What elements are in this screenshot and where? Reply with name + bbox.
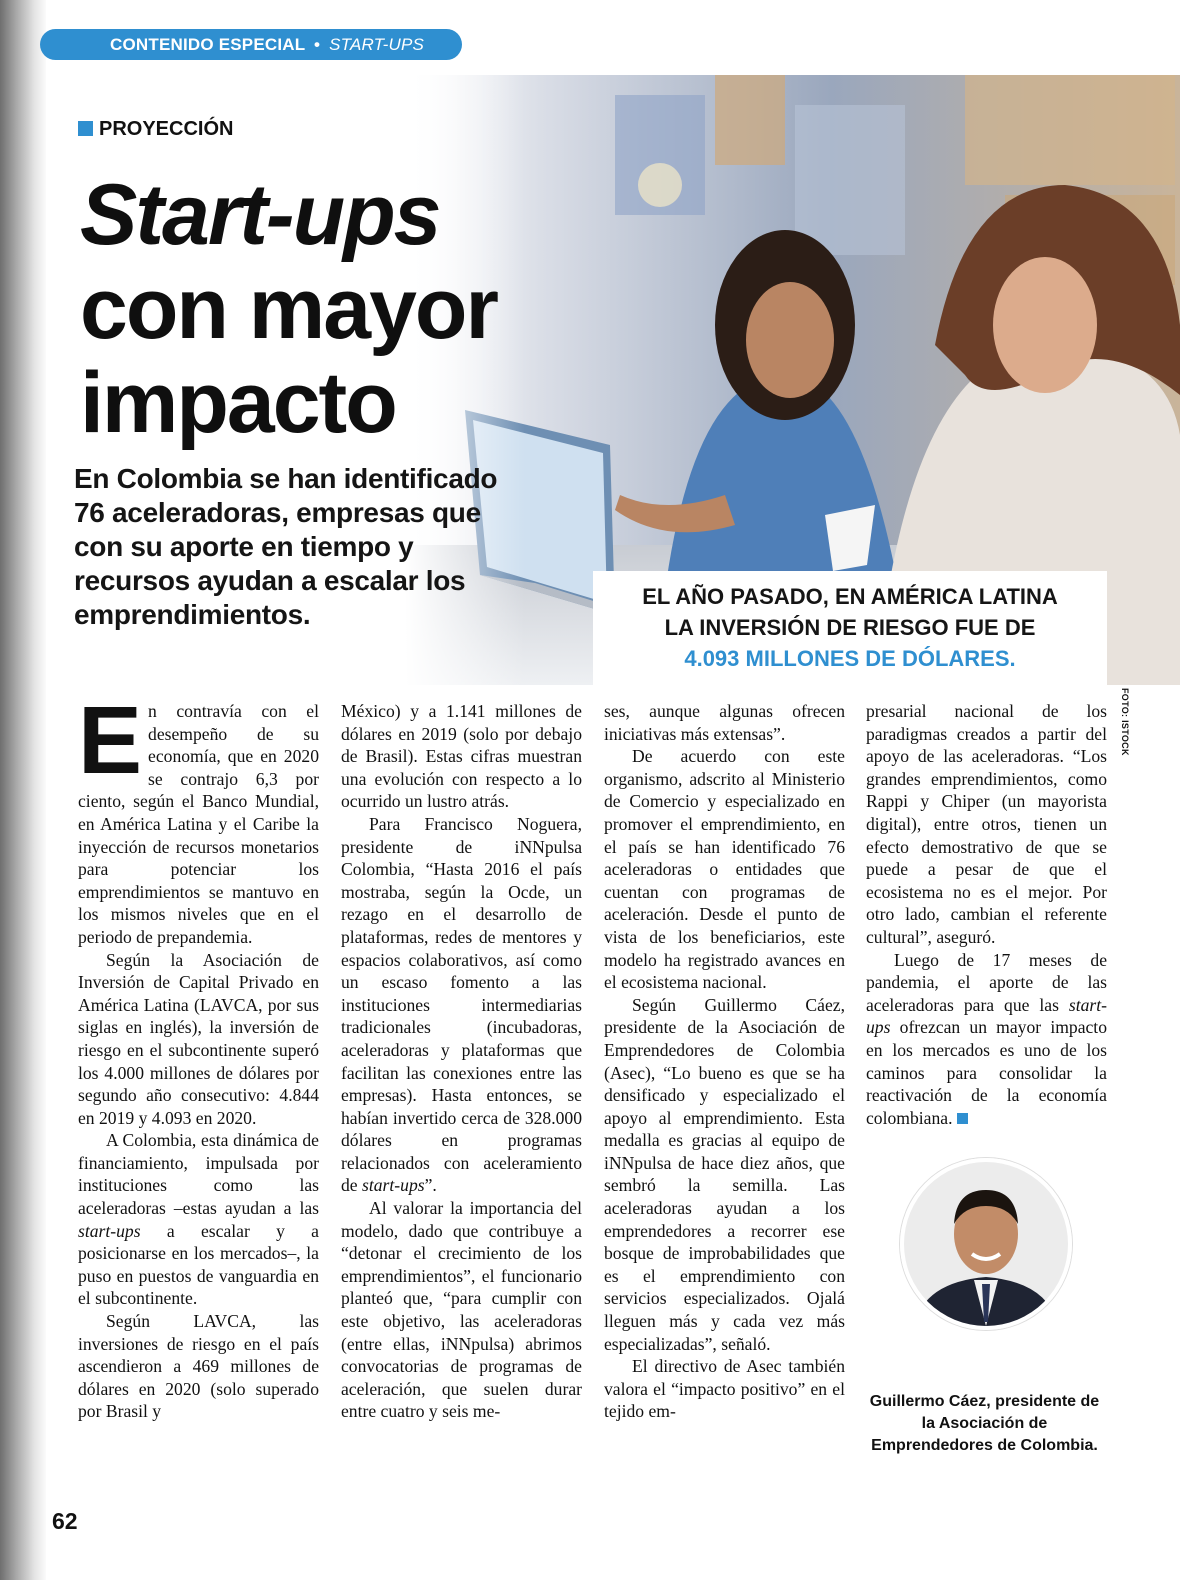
article-paragraph: Según LAVCA, las inversiones de riesgo en el país ascendieron a 469 millones de dólares en 2020 (solo superado por Brasil y — [78, 1311, 319, 1422]
callout-box — [593, 571, 1107, 685]
article-paragraph: Según Guillermo Cáez, presidente de la Asociación de Emprendedores de Colombia (Asec), “Lo bueno es que se ha densificado y especializado el apoyo al emprendimiento. Esta medalla es gracias al equipo de iNNpulsa de hace diez años, que sembró la semilla. Las aceleradoras ayudan a los emprendedores a recorrer ese bosque de improbabilidades que es el emprendimiento con servicios especializados. Ojalá lleguen más y cada vez más especializadas”, señaló. — [604, 994, 845, 1354]
article-paragraph: De acuerdo con este organismo, adscrito al Ministerio de Comercio y especializado en promover el emprendimiento, en el país se han identificado 76 aceleradoras o entidades que cuentan con programas de aceleración. Desde el punto de vista de los beneficiarios, este modelo ha registrado avances en el ecosistema nacional. — [604, 746, 845, 993]
page-gutter-shadow — [0, 0, 46, 1580]
page-number: 62 — [52, 1508, 78, 1534]
drop-cap: E — [78, 687, 143, 794]
headline-line-2: con mayor — [80, 261, 497, 357]
article-column-1 — [78, 687, 319, 1423]
section-band — [40, 29, 462, 60]
article-paragraph: A Colombia, esta dinámica de financiamiento, impulsada por instituciones como las aceleradoras –estas ayudan a las start-ups a escalar y a posicionarse en los mercados–, la puso en puestos de vanguardia en el subcontinente. — [78, 1130, 319, 1309]
portrait-caption: Guillermo Cáez, presidente de la Asociación de Emprendedores de Colombia. — [869, 1393, 1100, 1454]
headline-line-1: Start-ups — [80, 167, 440, 263]
callout-highlight: 4.093 MILLONES DE DÓLARES. — [684, 646, 1016, 671]
end-mark-icon — [957, 1113, 968, 1124]
article-paragraph: ses, aunque algunas ofrecen iniciativas más extensas”. — [604, 701, 845, 744]
article-paragraph: Según la Asociación de Inversión de Capital Privado en América Latina (LAVCA, por sus siglas en inglés), la inversión de riesgo en el subcontinente superó los 4.000 millones de dólares por segundo año consecutivo: 4.844 en 2019 y 4.093 en 2020. — [78, 949, 319, 1128]
band-label: CONTENIDO ESPECIAL — [110, 35, 306, 54]
article-column-4 — [866, 700, 1107, 1129]
headline-line-3: impacto — [80, 355, 396, 451]
callout-line-2: LA INVERSIÓN DE RIESGO FUE DE — [664, 615, 1036, 640]
callout-line-1: EL AÑO PASADO, EN AMÉRICA LATINA — [642, 584, 1058, 609]
headline — [80, 168, 497, 450]
portrait-photo — [900, 1158, 1072, 1330]
section-label: PROYECCIÓN — [78, 118, 233, 140]
article-paragraph: Luego de 17 meses de pandemia, el aporte de las aceleradoras para que las start-ups ofrezcan un mayor impacto en los mercados es uno de los caminos para consolidar la reactivación de la economía colombiana. — [866, 949, 1107, 1128]
article-paragraph: México) y a 1.141 millones de dólares en 2019 (solo por debajo de Brasil). Estas cifras muestran una evolución con respecto a lo ocurrido un lustro atrás. — [341, 701, 582, 812]
article-paragraph: En contravía con el desempeño de su economía, que en 2020 se contrajo 6,3 por ciento, según el Banco Mundial, en América Latina y el Caribe la inyección de recursos monetarios para potenciar los emprendimientos se mantuvo en los mismos niveles que en el periodo de prepandemia. — [78, 687, 319, 947]
article-paragraph: presarial nacional de los paradigmas creados a partir del apoyo de las aceleradoras. “Los grandes emprendimientos, como Rappi y Chiper (un mayorista digital), entre otros, tienen un efecto demostrativo de que se puede a pesar de que el ecosistema no es el mejor. Por otro lado, cambian el referente cultural”, aseguró. — [866, 701, 1107, 947]
deck-subtitle: En Colombia se han identificado 76 aceleradoras, empresas que con su aporte en tiempo y recursos ayudan a escalar los emprendimientos. — [74, 463, 498, 630]
section-marker-icon — [78, 121, 93, 136]
band-sublabel: START-UPS — [329, 35, 425, 54]
article-paragraph: El directivo de Asec también valora el “impacto positivo” en el tejido em- — [604, 1356, 845, 1422]
article-column-2 — [341, 700, 582, 1423]
article-column-3 — [604, 700, 845, 1423]
photo-credit: FOTO: ISTOCK — [1120, 688, 1130, 756]
band-separator: • — [313, 35, 321, 54]
article-paragraph: Para Francisco Noguera, presidente de iNNpulsa Colombia, “Hasta 2016 el país mostraba, según la Ocde, un rezago en el desarrollo de plataformas, redes de mentores y espacios colaborativos, así como un escaso fomento a las instituciones intermediarias tradicionales (incubadoras, aceleradoras y plataformas que facilitan las conexiones entre las empresas). Hasta entonces, se habían invertido cerca de 328.000 dólares en programas relacionados con aceleramiento de start-ups”. — [341, 813, 582, 1196]
article-paragraph: Al valorar la importancia del modelo, dado que contribuye a “detonar el crecimiento de los emprendimientos”, el funcionario planteó que, “para cumplir con este objetivo, las aceleradoras (entre ellas, iNNpulsa) abrimos convocatorias de programas de aceleración, que suelen durar entre cuatro y seis me- — [341, 1198, 582, 1422]
